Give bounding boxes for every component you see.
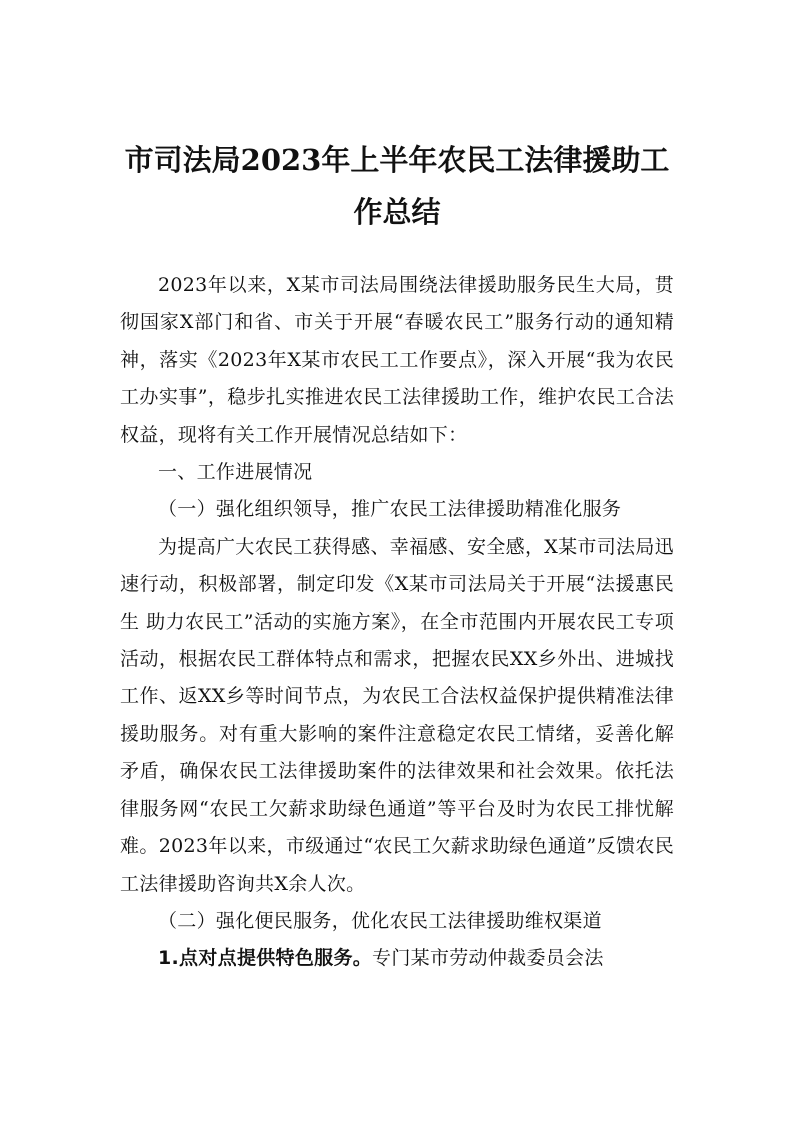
- section-heading-1: 一、工作进展情况: [158, 461, 313, 484]
- document-body: [120, 267, 674, 978]
- point-1-heading: 1.点对点提供特色服务。: [158, 947, 373, 970]
- title-line-1: 市司法局2023年上半年农民工法律援助工: [124, 143, 670, 177]
- paragraph-subsection-1: 为提高广大农民工获得感、幸福感、安全感，X某市司法局迅速行动，积极部署，制定印发《X某市司法局关于开展“法援惠民生 助力农民工”活动的实施方案》，在全市范围内开展农民工专项活动，根据农民工群体特点和需求，把握农民XX乡外出、进城找工作、返XX乡等时间节点，为农民工合法权益保护提供精准法律援助服务。对有重大影响的案件注意稳定农民工情绪，妥善化解矛盾，确保农民工法律援助案件的法律效果和社会效果。依托法律服务网“农民工欠薪求助绿色通道”等平台及时为农民工排忧解难。2023年以来，市级通过“农民工欠薪求助绿色通道”反馈农民工法律援助咨询共X余人次。: [120, 535, 674, 895]
- subsection-heading-1: （一）强化组织领导，推广农民工法律援助精准化服务: [158, 498, 622, 521]
- title-line-2: 作总结: [353, 195, 441, 229]
- point-1-text: 专门某市劳动仲裁委员会法: [372, 947, 604, 970]
- paragraph-point-1: [120, 940, 674, 977]
- paragraph-intro: 2023年以来，X某市司法局围绕法律援助服务民生大局，贯彻国家X部门和省、市关于开展“春暖农民工”服务行动的通知精神，落实《2023年X某市农民工工作要点》，深入开展“我为农民工办实事”，稳步扎实推进农民工法律援助工作，维护农民工合法权益，现将有关工作开展情况总结如下：: [120, 274, 674, 446]
- document-title: [120, 0, 674, 238]
- subsection-heading-2: （二）强化便民服务，优化农民工法律援助维权渠道: [158, 909, 602, 932]
